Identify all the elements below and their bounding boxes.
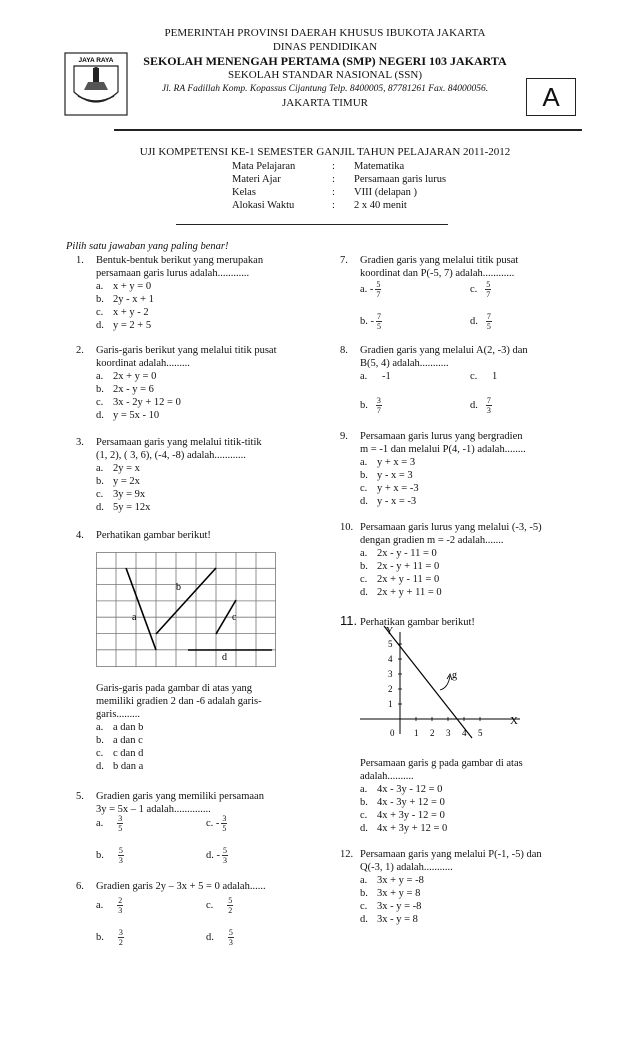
option: b. 2x - y = 6 — [96, 384, 154, 395]
question-12: 12. Persamaan garis yang melalui P(-1, -5) dan Q(-3, 1) adalah........... a. 3x + y = -8 b. 3x + y = 8 c. 3x - y = -8 d. 3x - y = 8 — [340, 849, 542, 925]
letterhead — [110, 26, 540, 110]
q8-option-d: d. $\frac{7}{3}$ — [470, 396, 491, 415]
header-address: Jl. RA Fadillah Komp. Kopassus Cijantung Telp. 8400005, 87781261 Fax. 84000056. — [161, 84, 489, 94]
header-government: PEMERINTAH PROVINSI DAERAH KHUSUS IBUKOTA JAKARTA — [164, 27, 486, 39]
q6-option-c: c. $\frac{5}{2}$ — [206, 896, 233, 915]
x-tick: 4 — [462, 728, 467, 738]
option: c. 3y = 9x — [96, 489, 146, 500]
y-tick: 3 — [388, 669, 393, 679]
question-1: 1. Bentuk-bentuk berikut yang merupakan persamaan garis lurus adalah............ a. x + y = 0 b. 2y - x + 1 c. x + y - 2 d. y = 2 + 5 — [76, 255, 264, 331]
option: b. 3x + y = 8 — [360, 888, 421, 899]
header-divider — [114, 129, 582, 131]
q5-option-a: a. $\frac{3}{5}$ — [96, 814, 123, 833]
option: a. x + y = 0 — [96, 281, 152, 292]
option: a. 3x + y = -8 — [360, 875, 424, 886]
option: c. y + x = -3 — [360, 483, 419, 494]
option: d. 5y = 12x — [96, 502, 151, 513]
option: c. c dan d — [96, 748, 144, 759]
label-c: c — [232, 612, 237, 623]
question-3: 3. Persamaan garis yang melalui titik-titik (1, 2), ( 3, 6), (-4, -8) adalah............ a. 2y = x b. y = 2x c. 3y = 9x d. 5y = 12x — [76, 437, 262, 513]
line-a — [126, 568, 156, 650]
question-7: 7. Gradien garis yang melalui titik pusat koordinat dan P(-5, 7) adalah............ — [340, 255, 519, 279]
x-tick: 3 — [446, 728, 451, 738]
y-axis-label: Y — [386, 626, 394, 637]
info-row: Alokasi Waktu : 2 x 40 menit — [232, 200, 407, 211]
q8-option-c: c. 1 — [470, 371, 498, 382]
option: b. y = 2x — [96, 476, 140, 487]
origin-label: 0 — [390, 728, 395, 738]
option: b. y - x = 3 — [360, 470, 413, 481]
question-2: 2. Garis-garis berikut yang melalui titik pusat koordinat adalah......... a. 2x + y = 0 b. 2x - y = 6 c. 3x - 2y + 12 = 0 d. y = 5x - 10 — [76, 345, 277, 421]
y-tick: 4 — [388, 654, 393, 664]
x-axis-label: X — [510, 715, 518, 727]
option: d. b dan a — [96, 761, 144, 772]
option: a. y + x = 3 — [360, 457, 416, 468]
option: a. a dan b — [96, 722, 144, 733]
option: c. 4x + 3y - 12 = 0 — [360, 810, 445, 821]
header-department: DINAS PENDIDIKAN — [272, 41, 378, 53]
q5-option-d: d. - $\frac{5}{3}$ — [206, 846, 227, 865]
question-5: 5. Gradien garis yang memiliki persamaan 3y = 5x – 1 adalah.............. — [76, 791, 264, 815]
option: d. y = 5x - 10 — [96, 410, 160, 421]
label-b: b — [176, 582, 181, 593]
q7-option-a: a. - $\frac{5}{7}$ — [360, 280, 381, 299]
option: b. 2x - y + 11 = 0 — [360, 561, 440, 572]
grid-figure — [96, 552, 276, 668]
x-tick: 2 — [430, 728, 435, 738]
info-row: Kelas : VIII (delapan ) — [232, 187, 417, 198]
q6-option-b: b. $\frac{3}{2}$ — [96, 928, 123, 947]
line-label-g: g — [452, 670, 457, 681]
option: c. 3x - 2y + 12 = 0 — [96, 397, 181, 408]
option: d. 4x + 3y + 12 = 0 — [360, 823, 448, 834]
header-school-name: SEKOLAH MENENGAH PERTAMA (SMP) NEGERI 103 JAKARTA — [143, 54, 507, 68]
question-6: 6. Gradien garis 2y – 3x + 5 = 0 adalah...... — [76, 881, 266, 892]
option: b. a dan c — [96, 735, 143, 746]
exam-title: UJI KOMPETENSI KE-1 SEMESTER GANJIL TAHUN PELAJARAN 2011-2012 — [139, 146, 511, 158]
q8-option-a: a. -1 — [360, 371, 391, 382]
x-tick: 1 — [414, 728, 419, 738]
label-d: d — [222, 652, 227, 663]
option: b. 2y - x + 1 — [96, 294, 154, 305]
header-city: JAKARTA TIMUR — [282, 97, 368, 109]
logo-text: JAYA RAYA — [78, 57, 114, 64]
option: d. 3x - y = 8 — [360, 914, 418, 925]
q6-option-d: d. $\frac{5}{3}$ — [206, 928, 233, 947]
question-11-body: Persamaan garis g pada gambar di atas adalah.......... a. 4x - 3y - 12 = 0 b. 4x - 3y + 12 = 0 c. 4x + 3y - 12 = 0 d. 4x + 3y + 12 = 0 — [360, 758, 523, 834]
y-tick: 5 — [388, 639, 393, 649]
option: a. 2x + y = 0 — [96, 371, 157, 382]
question-4-body: Garis-garis pada gambar di atas yang memiliki gradien 2 dan -6 adalah garis- garis......... a. a dan b b. a dan c c. c dan d d. b dan a — [96, 683, 262, 772]
option: d. y - x = -3 — [360, 496, 417, 507]
q5-option-b: b. $\frac{5}{3}$ — [96, 846, 123, 865]
option: c. 2x + y - 11 = 0 — [360, 574, 440, 585]
question-10: 10. Persamaan garis lurus yang melalui (-3, -5) dengan gradien m = -2 adalah....... a. 2x - y - 11 = 0 b. 2x - y + 11 = 0 c. 2x + y - 11 = 0 d. 2x + y + 11 = 0 — [340, 522, 542, 598]
option: d. y = 2 + 5 — [96, 320, 152, 331]
option: a. 2x - y - 11 = 0 — [360, 548, 437, 559]
q7-option-c: c. $\frac{5}{7}$ — [470, 280, 491, 299]
q8-option-b: b. $\frac{3}{7}$ — [360, 396, 381, 415]
q7-option-d: d. $\frac{7}{5}$ — [470, 312, 491, 331]
coordinate-graph — [360, 624, 530, 742]
option: a. 4x - 3y - 12 = 0 — [360, 784, 443, 795]
option: c. 3x - y = -8 — [360, 901, 422, 912]
option: c. x + y - 2 — [96, 307, 149, 318]
q5-option-c: c. - $\frac{3}{5}$ — [206, 814, 227, 833]
q7-option-b: b. - $\frac{7}{5}$ — [360, 312, 381, 331]
option: d. 2x + y + 11 = 0 — [360, 587, 442, 598]
info-divider — [176, 224, 448, 225]
question-9: 9. Persamaan garis lurus yang bergradien m = -1 dan melalui P(4, -1) adalah........ a. y + x = 3 b. y - x = 3 c. y + x = -3 d. y - x = -3 — [340, 431, 526, 507]
line-g — [384, 626, 472, 738]
version-box: A — [526, 78, 576, 116]
option: b. 4x - 3y + 12 = 0 — [360, 797, 445, 808]
question-11: 11. Perhatikan gambar berikut! — [340, 613, 475, 628]
y-tick: 2 — [388, 684, 393, 694]
question-4: 4. Perhatikan gambar berikut! — [76, 530, 211, 541]
y-tick: 1 — [388, 699, 393, 709]
info-row: Mata Pelajaran : Matematika — [232, 161, 405, 172]
x-tick: 5 — [478, 728, 483, 738]
label-a: a — [132, 612, 137, 623]
question-8: 8. Gradien garis yang melalui A(2, -3) dan B(5, 4) adalah........... — [340, 345, 528, 369]
q6-option-a: a. $\frac{2}{3}$ — [96, 896, 123, 915]
header-school-status: SEKOLAH STANDAR NASIONAL (SSN) — [228, 69, 422, 81]
exam-info — [232, 160, 446, 212]
info-row: Materi Ajar : Persamaan garis lurus — [232, 174, 447, 185]
option: a. 2y = x — [96, 463, 140, 474]
instruction: Pilih satu jawaban yang paling benar! — [66, 241, 229, 252]
